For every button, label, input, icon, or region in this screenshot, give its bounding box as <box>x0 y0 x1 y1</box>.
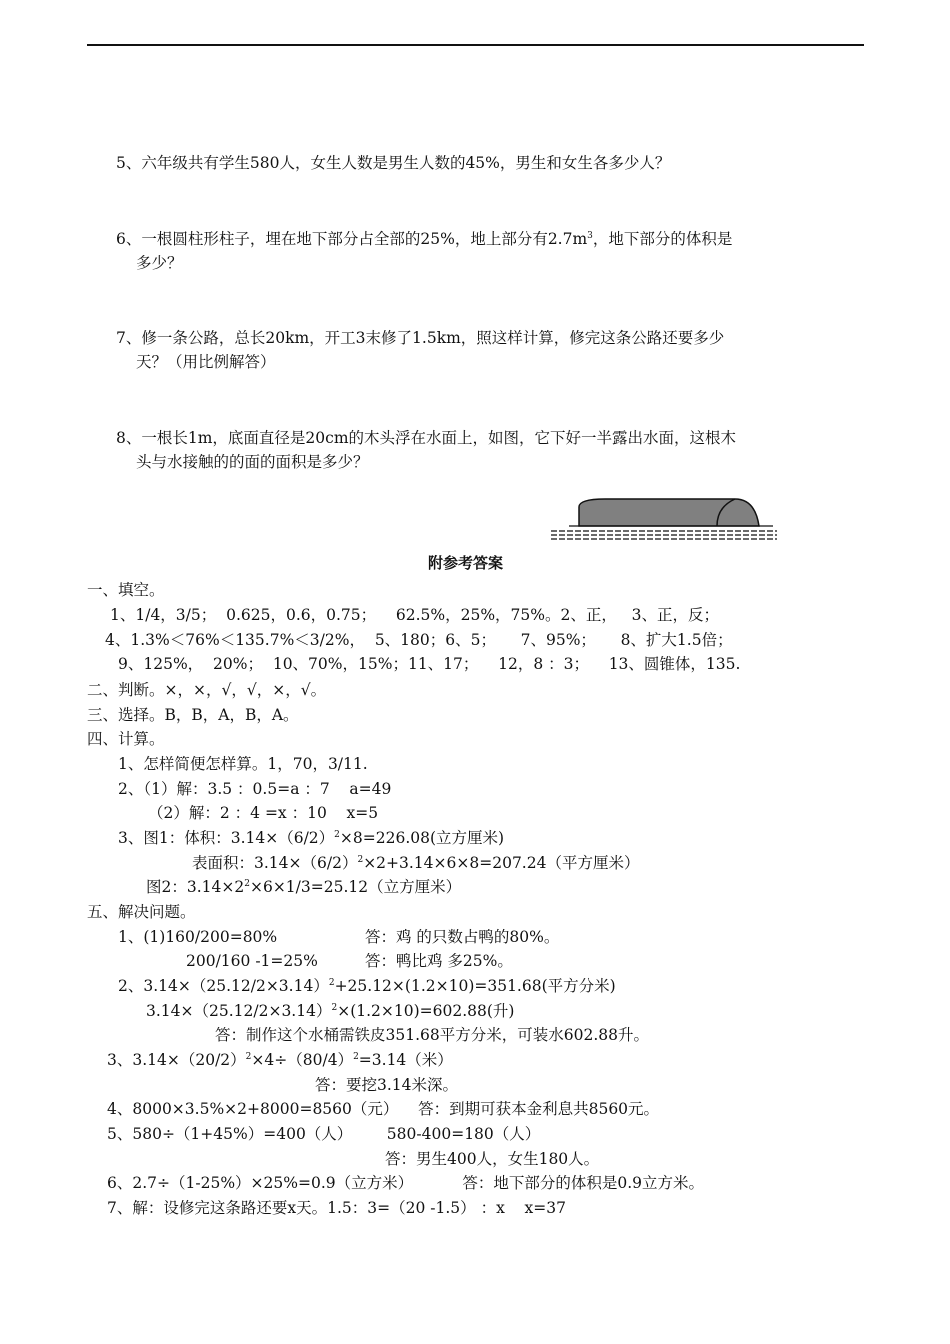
problem-7-line-2: 天？（用比例解答） <box>136 353 276 371</box>
section-5-heading: 五、解决问题。 <box>87 903 196 921</box>
section-1-line-1: 1、1/4，3/5； 0.625，0.6，0.75； 62.5%，25%，75%。2、正， 3、正，反； <box>110 606 719 624</box>
section-4-item-2b: （2）解：2 ：4 =x ：10 x=5 <box>148 804 379 822</box>
section-1-heading: 一、填空。 <box>87 581 165 599</box>
problem-8-line-1: 8、一根长1m，底面直径是20cm的木头浮在水面上，如图，它下好一半露出水面，这根木 <box>116 429 737 447</box>
section-5-item-4: 4、8000×3.5%×2+8000=8560（元） 答：到期可获本金利息共8560元。 <box>107 1100 660 1118</box>
problem-6-line-2: 多少？ <box>136 254 183 272</box>
section-5-item-2b: $3.14\times(25.12/2\times 3.14)^2\times(1.2\times 10)=602.88$(升) <box>146 1002 515 1020</box>
section-1-line-2: 4、1.3%＜76%＜135.7%＜3/2%， 5、180；6、5； 7、95%； 8、扩大1.5倍； <box>105 631 733 649</box>
section-5-item-3a: 3、$3.14\times(20/2)^2\times 4\div(80/4)^2=3.14$（米） <box>107 1051 453 1069</box>
section-2: 二、判断。×，×，√，√，×，√。 <box>87 681 327 699</box>
header-rule <box>87 44 864 46</box>
problem-6-line-1: 6、一根圆柱形柱子，埋在地下部分占全部的25%，地上部分有$2.7m^3$，地下部分的体积是 <box>116 230 733 248</box>
section-4-heading: 四、计算。 <box>87 730 165 748</box>
problem-5: 5、六年级共有学生580人，女生人数是男生人数的45%，男生和女生各多少人？ <box>116 154 671 172</box>
section-5-item-1a: 1、(1)160/200=80% <box>118 928 278 946</box>
section-5-item-6: 6、2.7÷（1-25%）×25%=0.9（立方米） 答：地下部分的体积是0.9立方米。 <box>107 1174 705 1192</box>
section-5-item-5-answer: 答：男生400人，女生180人。 <box>385 1150 600 1168</box>
section-4-item-3a: 3、图1：体积：$3.14\times(6/2)^2\times 8=226.08$(立方厘米) <box>118 829 505 847</box>
section-4-item-3c: 图2：$3.14\times 2^2\times 6\times 1/3=25.12$（立方厘米） <box>146 878 462 896</box>
section-5-item-5a: 5、580÷（1+45%）=400（人） 580-400=180（人） <box>107 1125 541 1143</box>
section-1-line-3: 9、125%， 20%； 10、70%，15%；11、17； 12，8 ：3； 13、圆锥体，135. <box>118 655 741 673</box>
section-5-item-1b: 200/160 -1=25% <box>186 952 318 970</box>
section-5-item-3-answer: 答：要挖3.14米深。 <box>315 1076 459 1094</box>
section-5-item-1b-answer: 答：鸭比鸡 多25%。 <box>365 952 513 970</box>
section-4-item-1: 1、怎样简便怎样算。1，70，3/11. <box>118 755 368 773</box>
section-5-item-7: 7、解：设修完这条路还要x天。1.5：3=（20 -1.5） ：x x=37 <box>107 1199 566 1217</box>
floating-log-figure <box>545 493 785 545</box>
section-5-item-2-answer: 答：制作这个水桶需铁皮351.68平方分米，可装水602.88升。 <box>215 1026 649 1044</box>
section-4-item-3b: 表面积：$3.14\times(6/2)^2\times 2+3.14\times 6\times 8=207.24$（平方厘米） <box>192 854 640 872</box>
section-5-item-1a-answer: 答：鸡 的只数占鸭的80%。 <box>365 928 560 946</box>
answers-title: 附参考答案 <box>428 554 504 572</box>
problem-8-line-2: 头与水接触的的面的面积是多少？ <box>136 453 369 471</box>
problem-7-line-1: 7、修一条公路，总长20km，开工3末修了1.5km，照这样计算，修完这条公路还要多少 <box>116 329 725 347</box>
section-3: 三、选择。B，B，A，B，A。 <box>87 706 299 724</box>
section-4-item-2a: 2、（1）解：3.5 ：0.5=a ：7 a=49 <box>118 780 392 798</box>
section-5-item-2a: 2、$3.14\times(25.12/2\times 3.14)^2+25.12\times(1.2\times 10)=351.68$(平方分米) <box>118 977 616 995</box>
